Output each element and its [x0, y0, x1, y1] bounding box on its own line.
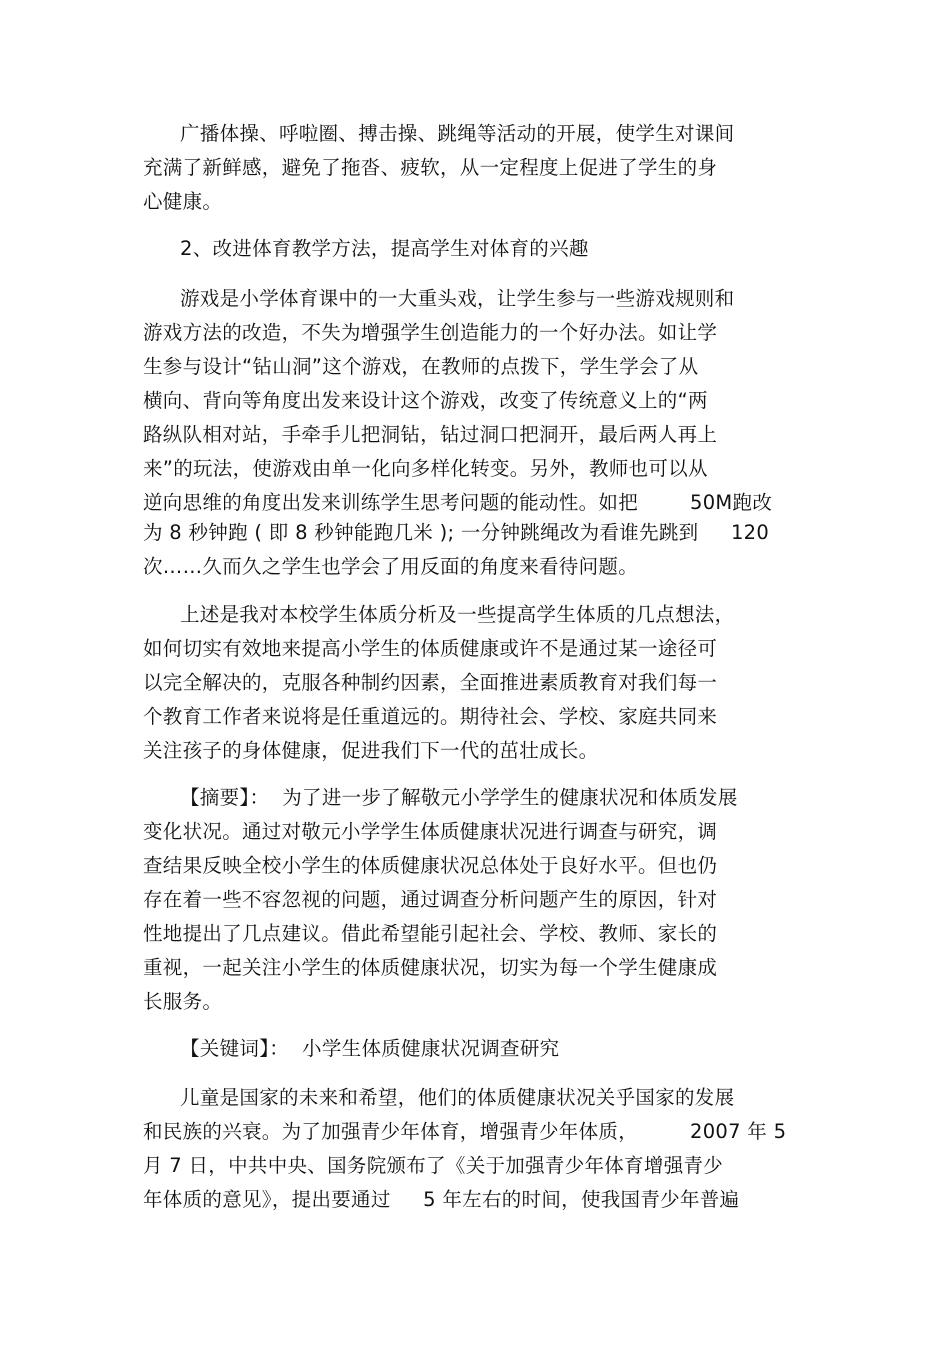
- text-line: 变化状况。通过对敬元小学学生体质健康状况进行调查与研究，调: [143, 820, 718, 843]
- text-line: 上述是我对本校学生体质分析及一些提高学生体质的几点想法，: [180, 603, 735, 626]
- text-line: 充满了新鲜感，避免了拖沓、疲软，从一定程度上促进了学生的身: [143, 156, 718, 179]
- text-line: 心健康。: [143, 190, 223, 213]
- heading-line: 2、改进体育教学方法，提高学生对体育的兴趣: [180, 237, 589, 260]
- text-line: 存在着一些不容忽视的问题，通过调查分析问题产生的原因，针对: [143, 888, 718, 911]
- text-line: 为 8 秒钟跑 ( 即 8 秒钟能跑几米 ); 一分钟跳绳改为看谁先跳到 120: [143, 521, 770, 544]
- text-line: 查结果反映全校小学生的体质健康状况总体处于良好水平。但也仍: [143, 854, 718, 877]
- text-line: 个教育工作者来说将是任重道远的。期待社会、学校、家庭共同来: [143, 705, 718, 728]
- text-line: 关注孩子的身体健康，促进我们下一代的茁壮成长。: [143, 739, 599, 762]
- text-line: 重视，一起关注小学生的体质健康状况，切实为每一个学生健康成: [143, 956, 718, 979]
- text-line: 以完全解决的，克服各种制约因素，全面推进素质教育对我们每一: [143, 671, 718, 694]
- text-line: 生参与设计“钻山洞”这个游戏，在教师的点拨下，学生学会了从: [143, 355, 699, 378]
- text-line: 【关键词】： 小学生体质健康状况调查研究: [180, 1037, 560, 1060]
- text-line: 游戏方法的改造，不失为增强学生创造能力的一个好办法。如让学: [143, 321, 718, 344]
- text-line: 月 7 日，中共中央、国务院颁布了《关于加强青少年体育增强青少: [143, 1154, 724, 1177]
- text-line: 性地提出了几点建议。借此希望能引起社会、学校、教师、家长的: [143, 922, 718, 945]
- text-line: 横向、背向等角度出发来设计这个游戏，改变了传统意义上的“两: [143, 389, 708, 412]
- text-line: 儿童是国家的未来和希望，他们的体质健康状况关乎国家的发展: [180, 1086, 735, 1109]
- text-line: 游戏是小学体育课中的一大重头戏，让学生参与一些游戏规则和: [180, 287, 735, 310]
- text-line: 长服务。: [143, 990, 223, 1013]
- text-line: 广播体操、呼啦圈、搏击操、跳绳等活动的开展，使学生对课间: [180, 122, 735, 145]
- text-line: 和民族的兴衰。为了加强青少年体育，增强青少年体质， 2007 年 5: [143, 1120, 787, 1143]
- text-line: 逆向思维的角度出发来训练学生思考问题的能动性。如把 50M跑改: [143, 491, 773, 514]
- text-line: 如何切实有效地来提高小学生的体质健康或许不是通过某一途径可: [143, 637, 718, 660]
- text-line: 年体质的意见》，提出要通过 5 年左右的时间，使我国青少年普遍: [143, 1188, 740, 1211]
- text-line: 次……久而久之学生也学会了用反面的角度来看待问题。: [143, 555, 639, 578]
- text-line: 路纵队相对站，手牵手儿把洞钻，钻过洞口把洞开，最后两人再上: [143, 423, 718, 446]
- text-line: 【摘要】： 为了进一步了解敬元小学学生的健康状况和体质发展: [180, 786, 738, 809]
- text-line: 来”的玩法，使游戏由单一化向多样化转变。另外，教师也可以从: [143, 457, 708, 480]
